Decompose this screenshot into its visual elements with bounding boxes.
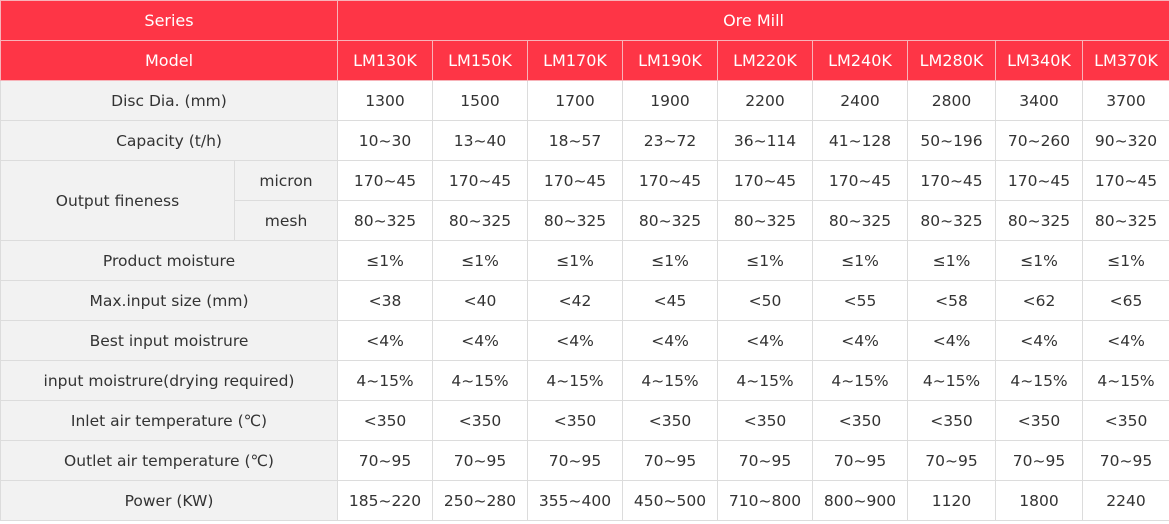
table-cell: 3700 xyxy=(1083,81,1169,121)
row-label: Inlet air temperature (℃) xyxy=(1,401,338,441)
table-row-capacity xyxy=(1,121,1169,161)
table-cell: 36~114 xyxy=(718,121,813,161)
table-cell: 4~15% xyxy=(1083,361,1169,401)
table-cell: <38 xyxy=(338,281,433,321)
series-label: Series xyxy=(1,1,338,41)
table-cell: <350 xyxy=(528,401,623,441)
model-cell: LM190K xyxy=(623,41,718,81)
table-cell: <4% xyxy=(623,321,718,361)
row-label: Power (KW) xyxy=(1,481,338,521)
row-label: Disc Dia. (mm) xyxy=(1,81,338,121)
table-cell: 4~15% xyxy=(718,361,813,401)
table-cell: 70~95 xyxy=(623,441,718,481)
table-cell: 170~45 xyxy=(338,161,433,201)
table-cell: 710~800 xyxy=(718,481,813,521)
table-cell: <58 xyxy=(908,281,996,321)
table-cell: <4% xyxy=(718,321,813,361)
table-cell: 13~40 xyxy=(433,121,528,161)
model-cell: LM280K xyxy=(908,41,996,81)
row-label: Max.input size (mm) xyxy=(1,281,338,321)
table-cell: 2800 xyxy=(908,81,996,121)
table-cell: 1900 xyxy=(623,81,718,121)
table-cell: 70~95 xyxy=(338,441,433,481)
table-cell: <55 xyxy=(813,281,908,321)
table-cell: 80~325 xyxy=(338,201,433,241)
table-cell: 185~220 xyxy=(338,481,433,521)
table-cell: 1500 xyxy=(433,81,528,121)
table-row-outlet xyxy=(1,441,1169,481)
table-cell: 4~15% xyxy=(338,361,433,401)
table-row-inlet xyxy=(1,401,1169,441)
table-cell: 170~45 xyxy=(1083,161,1169,201)
table-cell: <350 xyxy=(623,401,718,441)
table-cell: 70~260 xyxy=(996,121,1083,161)
table-cell: 170~45 xyxy=(718,161,813,201)
table-cell: 70~95 xyxy=(908,441,996,481)
table-cell: 80~325 xyxy=(433,201,528,241)
table-cell: 2240 xyxy=(1083,481,1169,521)
table-cell: 170~45 xyxy=(813,161,908,201)
table-cell: <4% xyxy=(1083,321,1169,361)
table-cell: 4~15% xyxy=(908,361,996,401)
table-cell: <350 xyxy=(338,401,433,441)
table-cell: ≤1% xyxy=(623,241,718,281)
table-cell: <4% xyxy=(528,321,623,361)
table-cell: 1300 xyxy=(338,81,433,121)
table-cell: 3400 xyxy=(996,81,1083,121)
table-cell: 450~500 xyxy=(623,481,718,521)
table-cell: 170~45 xyxy=(623,161,718,201)
table-cell: 70~95 xyxy=(996,441,1083,481)
table-cell: ≤1% xyxy=(338,241,433,281)
table-row-best-moisture xyxy=(1,321,1169,361)
table-cell: 2200 xyxy=(718,81,813,121)
table-cell: 70~95 xyxy=(718,441,813,481)
sub-label-micron: micron xyxy=(235,161,338,201)
table-cell: 4~15% xyxy=(813,361,908,401)
table-cell: 2400 xyxy=(813,81,908,121)
table-cell: 80~325 xyxy=(718,201,813,241)
table-cell: <4% xyxy=(813,321,908,361)
table-cell: 80~325 xyxy=(908,201,996,241)
model-cell: LM220K xyxy=(718,41,813,81)
table-cell: <4% xyxy=(433,321,528,361)
row-label: Best input moistrure xyxy=(1,321,338,361)
model-cell: LM150K xyxy=(433,41,528,81)
table-row-moisture xyxy=(1,241,1169,281)
table-cell: 1120 xyxy=(908,481,996,521)
table-cell: <350 xyxy=(908,401,996,441)
sub-label-mesh: mesh xyxy=(235,201,338,241)
table-cell: ≤1% xyxy=(1083,241,1169,281)
table-cell: 70~95 xyxy=(433,441,528,481)
model-cell: LM370K xyxy=(1083,41,1169,81)
table-cell: <40 xyxy=(433,281,528,321)
model-label: Model xyxy=(1,41,338,81)
table-cell: <350 xyxy=(718,401,813,441)
table-row-power xyxy=(1,481,1169,521)
table-cell: 80~325 xyxy=(813,201,908,241)
table-cell: 70~95 xyxy=(1083,441,1169,481)
table-cell: 80~325 xyxy=(528,201,623,241)
table-cell: 170~45 xyxy=(433,161,528,201)
table-cell: <4% xyxy=(996,321,1083,361)
table-cell: ≤1% xyxy=(433,241,528,281)
table-cell: 18~57 xyxy=(528,121,623,161)
table-cell: ≤1% xyxy=(813,241,908,281)
table-cell: 4~15% xyxy=(996,361,1083,401)
table-row-input-size xyxy=(1,281,1169,321)
table-cell: 90~320 xyxy=(1083,121,1169,161)
model-cell: LM170K xyxy=(528,41,623,81)
row-label: input moistrure(drying required) xyxy=(1,361,338,401)
table-cell: 80~325 xyxy=(623,201,718,241)
table-cell: ≤1% xyxy=(528,241,623,281)
table-cell: <350 xyxy=(813,401,908,441)
table-cell: 70~95 xyxy=(528,441,623,481)
table-cell: 80~325 xyxy=(1083,201,1169,241)
table-cell: <4% xyxy=(908,321,996,361)
model-row xyxy=(1,41,1169,81)
table-cell: ≤1% xyxy=(718,241,813,281)
table-cell: <42 xyxy=(528,281,623,321)
row-label: Capacity (t/h) xyxy=(1,121,338,161)
table-cell: <350 xyxy=(433,401,528,441)
model-cell: LM340K xyxy=(996,41,1083,81)
table-cell: 80~325 xyxy=(996,201,1083,241)
table-cell: 1700 xyxy=(528,81,623,121)
row-label: Outlet air temperature (℃) xyxy=(1,441,338,481)
table-cell: 800~900 xyxy=(813,481,908,521)
table-cell: 50~196 xyxy=(908,121,996,161)
table-cell: 70~95 xyxy=(813,441,908,481)
table-cell: 23~72 xyxy=(623,121,718,161)
model-cell: LM240K xyxy=(813,41,908,81)
table-cell: <350 xyxy=(996,401,1083,441)
table-cell: 4~15% xyxy=(433,361,528,401)
row-label: Product moisture xyxy=(1,241,338,281)
table-cell: 170~45 xyxy=(908,161,996,201)
table-cell: <65 xyxy=(1083,281,1169,321)
table-cell: 250~280 xyxy=(433,481,528,521)
table-cell: 4~15% xyxy=(528,361,623,401)
table-cell: <350 xyxy=(1083,401,1169,441)
table-cell: 170~45 xyxy=(528,161,623,201)
table-cell: <62 xyxy=(996,281,1083,321)
table-row-disc xyxy=(1,81,1169,121)
table-cell: 4~15% xyxy=(623,361,718,401)
table-cell: 355~400 xyxy=(528,481,623,521)
table-cell: ≤1% xyxy=(908,241,996,281)
series-row xyxy=(1,1,1169,41)
row-label-fineness: Output fineness xyxy=(1,161,235,241)
model-cell: LM130K xyxy=(338,41,433,81)
series-value: Ore Mill xyxy=(338,1,1169,41)
table-cell: 1800 xyxy=(996,481,1083,521)
table-cell: 170~45 xyxy=(996,161,1083,201)
table-cell: ≤1% xyxy=(996,241,1083,281)
table-cell: 10~30 xyxy=(338,121,433,161)
table-cell: <45 xyxy=(623,281,718,321)
table-row-micron xyxy=(1,161,1169,201)
table-cell: <4% xyxy=(338,321,433,361)
table-row-drying xyxy=(1,361,1169,401)
table-cell: 41~128 xyxy=(813,121,908,161)
table-cell: <50 xyxy=(718,281,813,321)
